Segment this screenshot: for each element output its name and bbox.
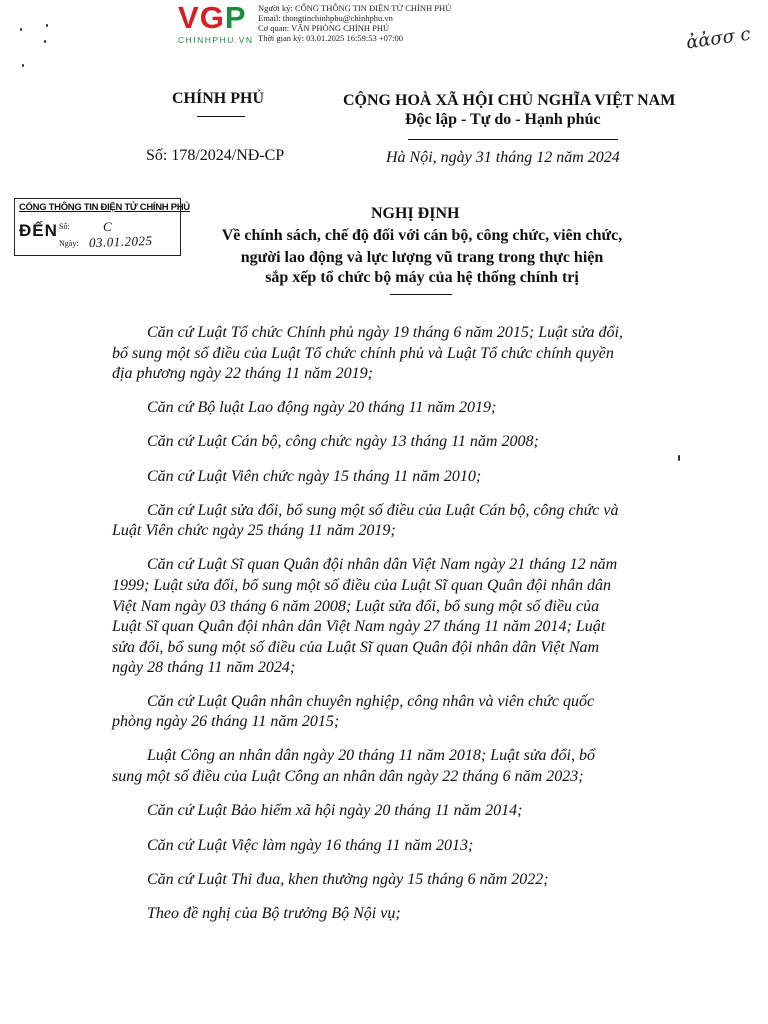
nation-name: CỘNG HOÀ XÃ HỘI CHỦ NGHĨA VIỆT NAM <box>343 92 676 109</box>
body-line: sửa đổi, bổ sung một số điều của Luật Sĩ quan Quân đội nhân dân Việt Nam <box>112 639 600 656</box>
motto-underline <box>408 139 618 140</box>
body-line: Căn cứ Luật Viên chức ngày 15 tháng 11 năm 2010; <box>147 468 482 485</box>
place-date: Hà Nội, ngày 31 tháng 12 năm 2024 <box>386 149 620 166</box>
body-line: Luật Sĩ quan Quân đội nhân dân Việt Nam ngày 27 tháng 11 năm 2014; Luật <box>112 618 606 635</box>
issuing-agency: CHÍNH PHỦ <box>172 90 264 107</box>
handwritten-mark: ἀἀσσ ϲ <box>684 23 752 54</box>
stamp-number-value: C <box>103 219 112 234</box>
speck <box>44 40 46 43</box>
body-line: 1999; Luật sửa đổi, bổ sung một số điều của Luật Sĩ quan Quân đội nhân dân <box>112 577 611 594</box>
speck <box>22 64 24 67</box>
body-line: địa phương ngày 22 tháng 11 năm 2019; <box>112 365 373 382</box>
body-line: Căn cứ Luật Cán bộ, công chức ngày 13 tháng 11 năm 2008; <box>147 433 539 450</box>
body-line: Căn cứ Luật Quân nhân chuyên nghiệp, công nhân và viên chức quốc <box>147 693 595 710</box>
agency-underline <box>197 116 245 117</box>
body-line: Căn cứ Bộ luật Lao động ngày 20 tháng 11 năm 2019; <box>147 399 497 416</box>
body-line: Căn cứ Luật Thi đua, khen thưởng ngày 15 tháng 6 năm 2022; <box>147 871 549 888</box>
signature-time: Thời gian ký: 03.01.2025 16:59:53 +07:00 <box>258 33 404 43</box>
body-line: sung một số điều của Luật Công an nhân dân ngày 22 tháng 6 năm 2023; <box>112 768 584 785</box>
body-line: Theo đề nghị của Bộ trưởng Bộ Nội vụ; <box>147 905 401 922</box>
decree-subject-line: Về chính sách, chế độ đối với cán bộ, công chức, viên chức, <box>221 227 623 244</box>
national-motto: Độc lập - Tự do - Hạnh phúc <box>405 111 601 128</box>
stamp-den: ĐẾN <box>19 221 58 240</box>
stamp-number-label: Số: <box>59 222 70 231</box>
speck <box>678 455 680 461</box>
stamp-date-value: 03.01.2025 <box>88 232 153 251</box>
decree-subject-line: người lao động và lực lượng vũ trang trong thực hiện <box>240 249 604 266</box>
signature-signer: Người ký: CỔNG THÔNG TIN ĐIỆN TỬ CHÍNH PHỦ <box>258 3 452 13</box>
body-line: Căn cứ Luật Tổ chức Chính phủ ngày 19 tháng 6 năm 2015; Luật sửa đổi, <box>147 324 623 341</box>
signature-agency: Cơ quan: VĂN PHÒNG CHÍNH PHỦ <box>258 23 390 33</box>
body-line: Luật Viên chức ngày 25 tháng 11 năm 2019; <box>112 522 396 539</box>
document-number: Số: 178/2024/NĐ-CP <box>146 147 285 164</box>
logo-letter-g: G <box>199 0 225 35</box>
digital-signature-info <box>258 3 451 43</box>
logo-letter-p: P <box>224 0 247 35</box>
body-line: Căn cứ Luật sửa đổi, bổ sung một số điều của Luật Cán bộ, công chức và <box>147 502 619 519</box>
body-line: Việt Nam ngày 03 tháng 6 năm 2008; Luật sửa đổi, bổ sung một số điều của <box>112 598 600 615</box>
vgp-wordmark <box>178 2 262 34</box>
body-line: Căn cứ Luật Việc làm ngày 16 tháng 11 năm 2013; <box>147 837 474 854</box>
body-line: Căn cứ Luật Bảo hiểm xã hội ngày 20 tháng 11 năm 2014; <box>147 802 523 819</box>
subject-underline <box>390 294 452 295</box>
decree-subject-line: sắp xếp tổ chức bộ máy của hệ thống chính trị <box>265 269 579 286</box>
vgp-logo <box>178 2 262 46</box>
body-line: Căn cứ Luật Sĩ quan Quân đội nhân dân Việt Nam ngày 21 tháng 12 năm <box>147 556 618 573</box>
speck <box>46 24 48 27</box>
body-line: Luật Công an nhân dân ngày 20 tháng 11 năm 2018; Luật sửa đổi, bổ <box>147 747 595 764</box>
body-line: phòng ngày 26 tháng 11 năm 2015; <box>112 713 340 730</box>
logo-letter-v: V <box>178 0 200 35</box>
body-line: ngày 28 tháng 11 năm 2024; <box>112 659 296 676</box>
decree-title: NGHỊ ĐỊNH <box>371 205 460 222</box>
stamp-title: CỔNG THÔNG TIN ĐIỆN TỬ CHÍNH PHỦ <box>19 202 190 213</box>
vgp-logo-subtitle: CHINHPHU.VN <box>178 35 254 45</box>
speck <box>20 28 22 31</box>
stamp-date-label: Ngày: <box>59 239 79 248</box>
body-line: bổ sung một số điều của Luật Tổ chức chính phủ và Luật Tổ chức chính quyền <box>112 345 614 362</box>
signature-email: Email: thongtinchinhphu@chinhphu.vn <box>258 13 393 23</box>
